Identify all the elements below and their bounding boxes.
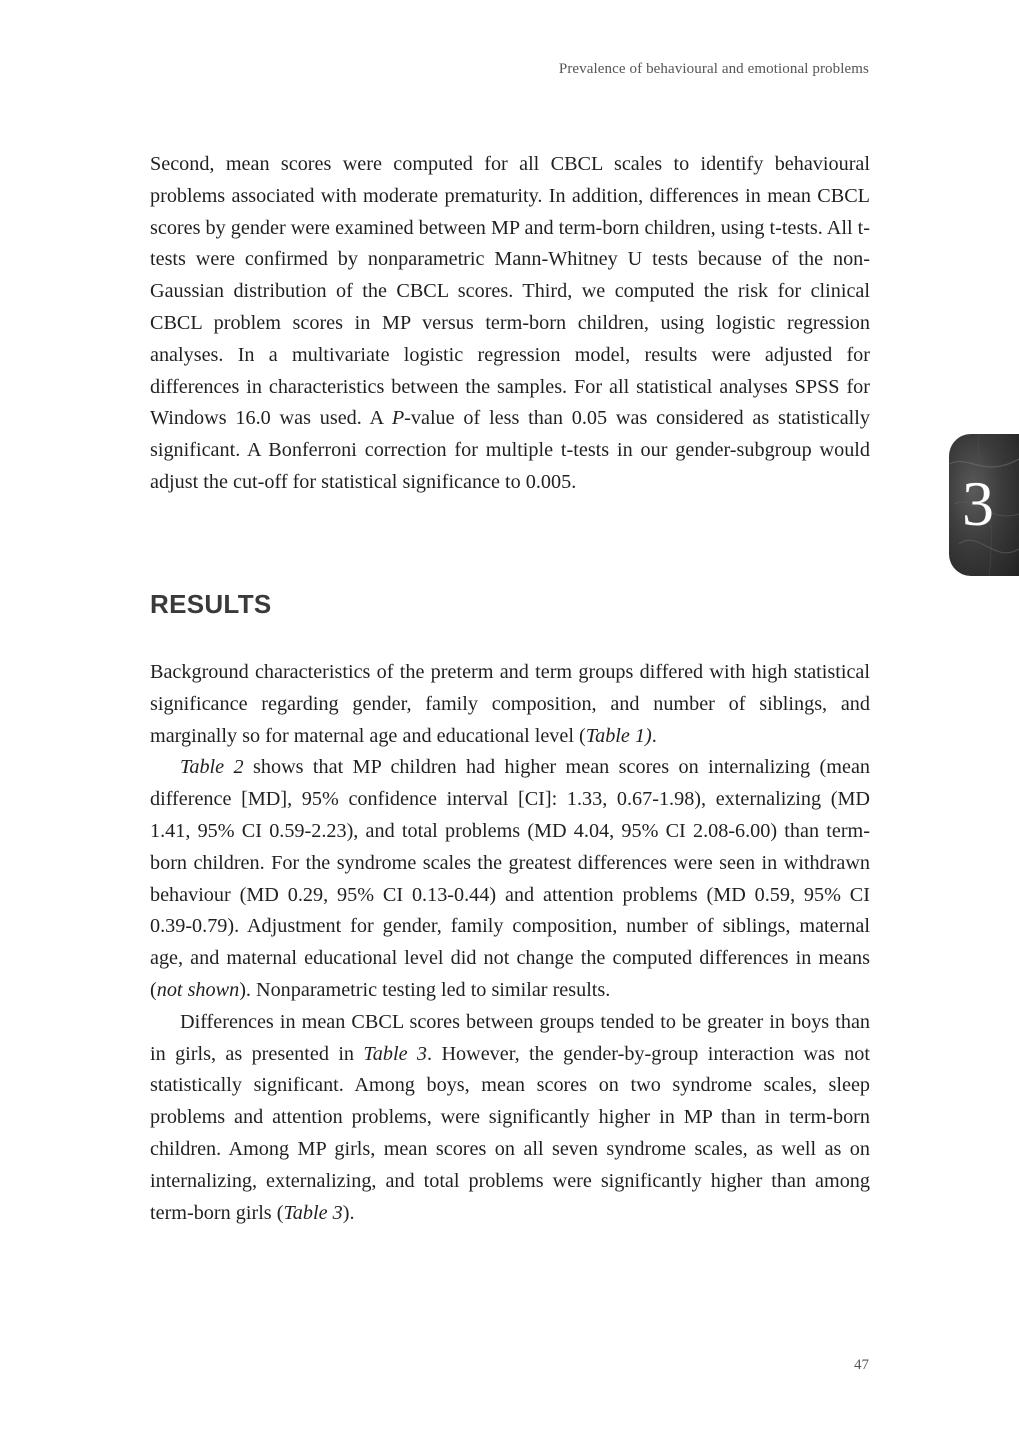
table-reference: Table 2 xyxy=(180,756,244,779)
paragraph-text: shows that MP children had higher mean scores on internalizing (mean difference [MD], 95% confidence interval [CI]: 1.33, 0.67-1.98), externalizing (MD 1.41, 95% CI 0.59-2.23), and total problems (MD 4.04, 95% CI 2.08-6.00) than term-born children. For the syndrome scales the greatest differences were seen in withdrawn behaviour (MD 0.29, 95% CI 0.13-0.44) and attention problems (MD 0.59, 95% CI 0.39-0.79). Adjustment for gender, family composition, number of siblings, maternal age, and maternal educational level did not change the computed differences in means ( xyxy=(150,756,870,1001)
paragraph-text: . xyxy=(651,724,657,747)
methods-paragraph xyxy=(150,149,870,499)
table-reference: Table 3 xyxy=(283,1201,343,1224)
paragraph-text: . However, the gender-by-group interaction was not statistically significant. Among boys, mean scores on two syndrome scales, sleep problems and attention problems, were significantly higher in MP than in term-born children. Among MP girls, mean scores on all seven syndrome scales, as well as on internalizing, externalizing, and total problems were significantly higher than among term-born girls ( xyxy=(150,1042,870,1224)
page-number: 47 xyxy=(854,1357,869,1373)
running-header: Prevalence of behavioural and emotional problems xyxy=(558,61,869,77)
table-reference: Table 3 xyxy=(363,1042,428,1065)
paragraph-text: Second, mean scores were computed for all CBCL scales to identify behavioural problems associated with moderate prematurity. In addition, differences in mean CBCL scores by gender were examined between MP and term-born children, using t-tests. All t-tests were confirmed by nonparametric Mann-Whitney U tests because of the non-Gaussian distribution of the CBCL scores. Third, we computed the risk for clinical CBCL problem scores in MP versus term-born children, using logistic regression analyses. In a multivariate logistic regression model, results were adjusted for differences in characteristics between the samples. For all statistical analyses SPSS for Windows 16.0 was used. A xyxy=(150,153,870,430)
table-reference: Table 1) xyxy=(585,724,652,747)
results-paragraph-1 xyxy=(150,657,870,752)
paragraph-text: -value of less than 0.05 was considered as statistically significant. A Bonferroni correction for multiple t-tests in our gender-subgroup would adjust the cut-off for statistical significance to 0.005. xyxy=(150,407,870,493)
methods-text xyxy=(150,149,870,499)
p-value-symbol: P xyxy=(391,407,405,430)
paragraph-text: ). Nonparametric testing led to similar results. xyxy=(239,978,611,1001)
results-paragraph-2 xyxy=(150,752,870,1006)
results-heading: RESULTS xyxy=(150,589,272,619)
paragraph-text: Background characteristics of the preterm and term groups differed with high statistical significance regarding gender, family composition, and number of siblings, and marginally so for maternal age and educational level ( xyxy=(150,661,870,747)
paragraph-text: ). xyxy=(342,1201,355,1224)
results-paragraph-3 xyxy=(150,1007,870,1230)
not-shown-note: not shown xyxy=(156,978,240,1001)
chapter-number: 3 xyxy=(962,468,994,539)
paragraph-text: Differences in mean CBCL scores between groups tended to be greater in boys than in girls, as presented in xyxy=(150,1010,870,1065)
results-text xyxy=(150,657,870,1229)
chapter-tab xyxy=(949,434,1019,576)
